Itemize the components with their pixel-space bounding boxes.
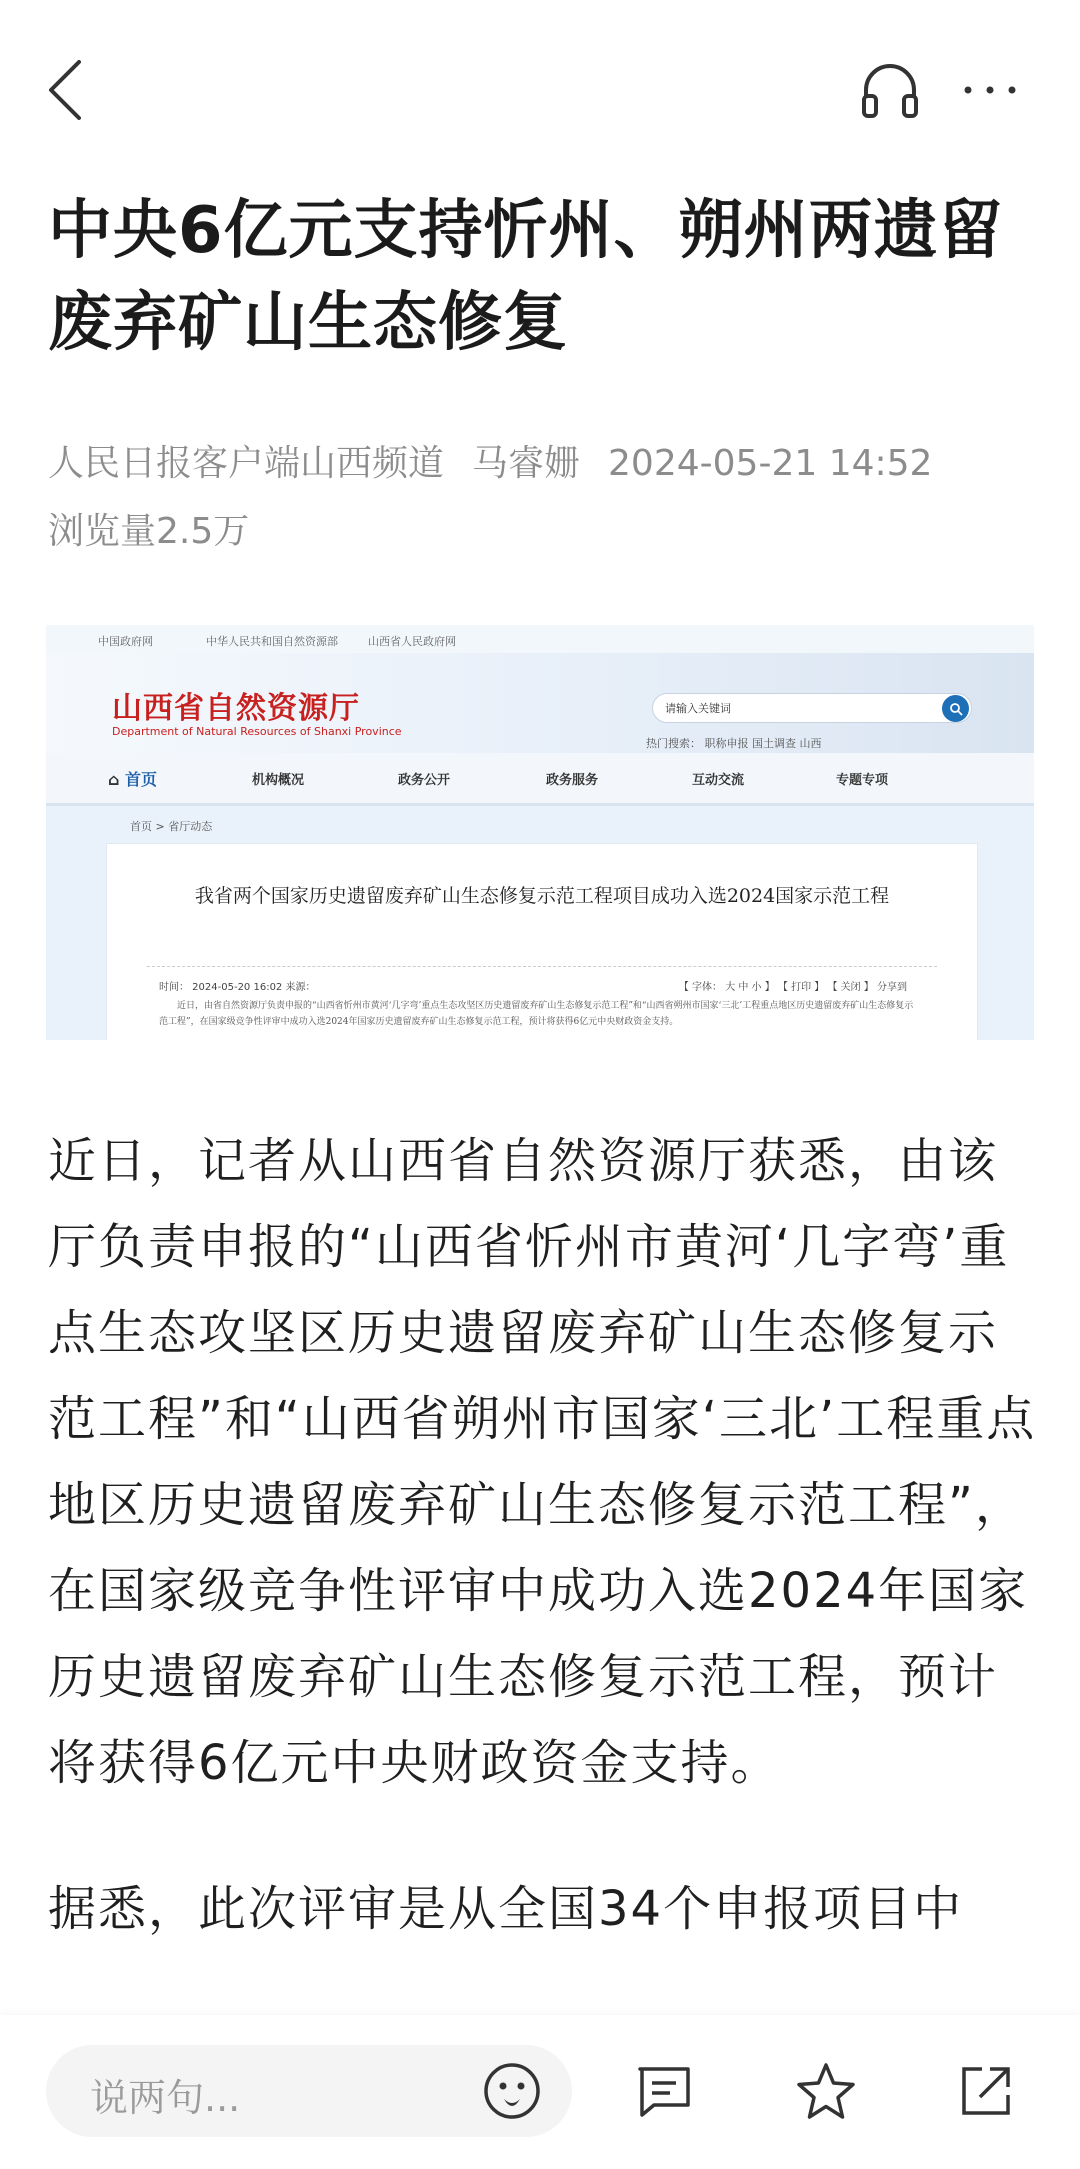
figure-nav-home [108, 767, 157, 790]
article-author: 马睿姗 [472, 443, 581, 484]
bottom-action-bar [0, 2015, 1080, 2169]
figure-hot-words: 热门搜索： 职称申报 国土调查 山西 [646, 737, 822, 750]
article-source[interactable]: 人民日报客户端山西频道 [48, 443, 445, 484]
figure-nav [46, 753, 1034, 806]
article-image[interactable] [46, 625, 1034, 1040]
figure-top-link: 中华人民共和国自然资源部 [206, 635, 338, 648]
figure-breadcrumb: 首页 > 省厅动态 [130, 820, 213, 833]
comment-placeholder: 说两句... [90, 2076, 241, 2120]
home-icon: ⌂ [108, 770, 120, 789]
search-icon [942, 695, 969, 722]
back-chevron-icon[interactable] [30, 50, 100, 130]
article-paragraph: 近日，记者从山西省自然资源厅获悉，由该厅负责申报的“山西省忻州市黄河‘几字弯’重点生态攻坚区历史遗留废弃矿山生态修复示范工程”和“山西省朔州市国家‘三北’工程重点地区历史遗留废弃矿山生态修复示范工程”，在国家级竞争性评审中成功入选2024年国家历史遗留废弃矿山生态修复示范工程，预计将获得6亿元中央财政资金支持。 [48, 1133, 1037, 1791]
article-paragraph: 据悉，此次评审是从全国34个申报项目中 [48, 1881, 964, 1937]
emoji-face-icon[interactable] [466, 2045, 558, 2137]
figure-nav-item: 机构概况 [252, 773, 305, 788]
figure-nav-item: 互动交流 [692, 773, 745, 788]
figure-nav-item: 专题专项 [836, 773, 889, 788]
star-icon[interactable] [780, 2045, 872, 2137]
figure-top-link: 中国政府网 [98, 635, 153, 648]
figure-nav-item: 政务公开 [398, 773, 451, 788]
article-datetime: 2024-05-21 14:52 [608, 443, 933, 484]
figure-search-field: 请输入关键词 [652, 693, 972, 723]
more-dots-icon[interactable] [950, 50, 1030, 130]
article-meta [48, 430, 1038, 566]
divider [147, 966, 937, 967]
article-views: 浏览量2.5万 [48, 511, 250, 552]
figure-site-header [46, 653, 1034, 753]
figure-nav-item: 政务服务 [546, 773, 599, 788]
figure-notice-tools: 【 字体： 大 中 小 】 【 打印 】 【 关闭 】 分享到 [678, 982, 907, 993]
figure-notice-body: 近日，由省自然资源厅负责申报的“山西省忻州市黄河‘几字弯’重点生态攻坚区历史遗留废弃矿山生态修复示范工程”和“山西省朔州市国家‘三北’工程重点地区历史遗留废弃矿山生态修复示范工程”，在国家级竞争性评审中成功入选2024年国家历史遗留废弃矿山生态修复示范工程，预计将获得6亿元中央财政资金支持。 [159, 1001, 914, 1027]
figure-nav-label: 首页 [125, 770, 158, 789]
headphones-icon[interactable] [850, 50, 930, 130]
figure-notice-card [106, 843, 978, 1040]
figure-notice-title: 我省两个国家历史遗留废弃矿山生态修复示范工程项目成功入选2024国家示范工程 [194, 885, 890, 907]
figure-top-links [46, 625, 1034, 653]
top-bar [0, 0, 1080, 170]
comment-list-icon[interactable] [618, 2045, 710, 2137]
figure-site-name: 山西省自然资源厅 [112, 691, 360, 726]
figure-site-name-en: Department of Natural Resources of Shanxi Province [112, 725, 402, 738]
article-title: 中央6亿元支持忻州、朔州两遗留废弃矿山生态修复 [48, 194, 1004, 360]
share-arrow-icon[interactable] [940, 2045, 1032, 2137]
figure-notice-meta: 时间： 2024-05-20 16:02 来源： [159, 982, 316, 993]
article-body [48, 1118, 1038, 2012]
figure-top-link: 山西省人民政府网 [368, 635, 456, 648]
